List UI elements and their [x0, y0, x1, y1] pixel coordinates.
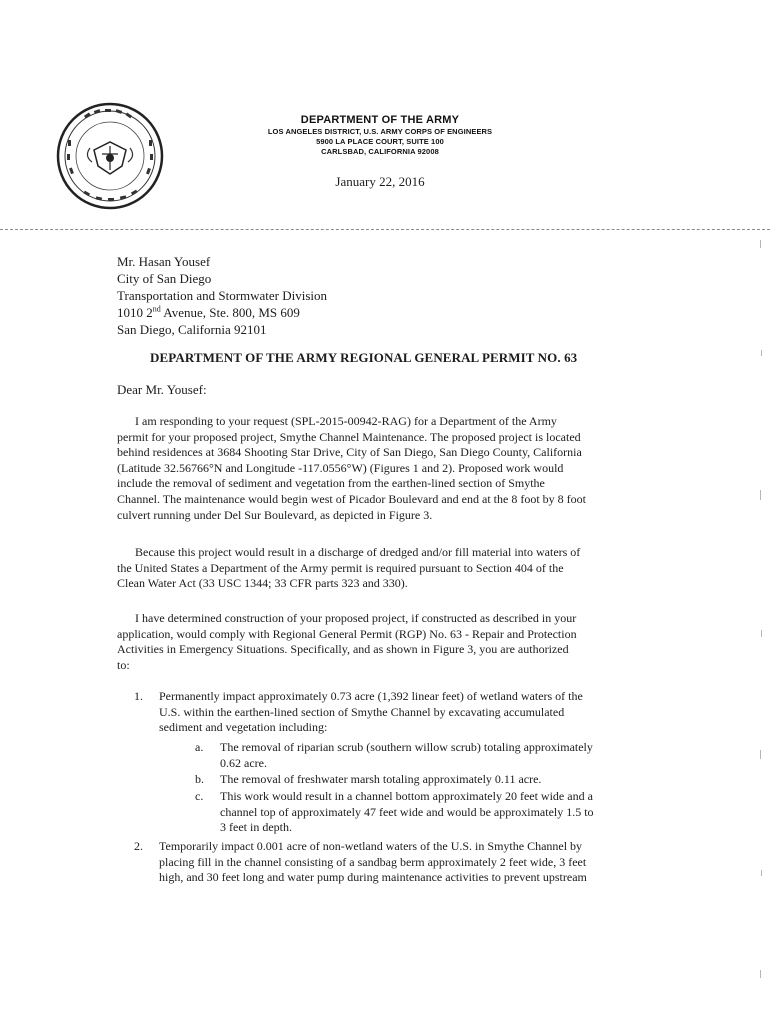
- street-rest: Avenue, Ste. 800, MS 609: [160, 305, 300, 320]
- letterhead: [200, 114, 560, 157]
- scan-margin-marks: [758, 230, 764, 1010]
- paragraph-line: Channel. The maintenance would begin west of Picador Boulevard and end at the 8 foot by 8 foot: [117, 491, 586, 506]
- army-seal-icon: [54, 100, 166, 212]
- sub-item-text: [220, 789, 594, 836]
- paragraph-line: Clean Water Act (33 USC 1344; 33 CFR parts 323 and 330).: [117, 576, 408, 591]
- list-item-line: placing fill in the channel consisting of a sandbag berm approximately 2 feet wide, 3 feet: [159, 854, 587, 869]
- sub-item-text: [220, 740, 593, 771]
- sub-item-line: 0.62 acre.: [220, 755, 267, 770]
- letter-date: January 22, 2016: [335, 174, 425, 189]
- list-item-text: [159, 689, 583, 736]
- paragraph-request: [117, 414, 641, 523]
- sub-item-letter: c.: [195, 789, 204, 803]
- letterhead-department: DEPARTMENT OF THE ARMY: [300, 114, 460, 126]
- paragraph-line: behind residences at 3684 Shooting Star Drive, City of San Diego, San Diego County, California: [117, 445, 582, 460]
- letterhead-district: LOS ANGELES DISTRICT, U.S. ARMY CORPS OF ENGINEERS: [267, 127, 493, 136]
- paragraph-line: culvert running under Del Sur Boulevard, as depicted in Figure 3.: [117, 507, 433, 522]
- list-item-line: Permanently impact approximately 0.73 acre (1,392 linear feet) of wetland waters of the: [159, 689, 583, 703]
- list-item-line: sediment and vegetation including:: [159, 720, 328, 735]
- list-item-line: high, and 30 feet long and water pump during maintenance activities to prevent upstream: [159, 870, 587, 885]
- sub-item-line: The removal of freshwater marsh totaling approximately 0.11 acre.: [220, 772, 542, 786]
- paragraph-line: (Latitude 32.56766°N and Longitude -117.0556°W) (Figures 1 and 2). Proposed work would: [117, 460, 564, 475]
- header-divider: [0, 229, 770, 230]
- street-number: 1010 2: [117, 305, 153, 320]
- recipient-division: Transportation and Stormwater Division: [117, 288, 328, 303]
- street-ordinal: nd: [152, 304, 161, 314]
- recipient-address: [117, 253, 327, 338]
- recipient-org: City of San Diego: [117, 271, 212, 286]
- sub-item-line: channel top of approximately 47 feet wide and would be approximately 1.5 to: [220, 804, 594, 819]
- permit-heading: DEPARTMENT OF THE ARMY REGIONAL GENERAL PERMIT NO. 63: [150, 350, 578, 365]
- paragraph-line: to:: [117, 657, 130, 672]
- paragraph-line: I have determined construction of your proposed project, if constructed as described in your: [135, 611, 577, 625]
- paragraph-line: include the removal of sediment and vegetation from the earthen-lined section of Smythe: [117, 476, 545, 491]
- sub-item-letter: b.: [195, 772, 204, 786]
- sub-item-line: 3 feet in depth.: [220, 820, 292, 835]
- sub-item-letter: a.: [195, 740, 204, 754]
- list-item-number: 2.: [134, 839, 143, 853]
- sub-item-text: [220, 772, 541, 788]
- paragraph-line: the United States a Department of the Army permit is required pursuant to Section 404 of the: [117, 560, 564, 575]
- recipient-city: San Diego, California 92101: [117, 322, 267, 337]
- list-item-line: Temporarily impact 0.001 acre of non-wetland waters of the U.S. in Smythe Channel by: [159, 839, 583, 853]
- paragraph-line: permit for your proposed project, Smythe Channel Maintenance. The proposed project is located: [117, 429, 581, 444]
- list-item-number: 1.: [134, 689, 143, 703]
- paragraph-line: Because this project would result in a discharge of dredged and/or fill material into waters of: [135, 545, 581, 559]
- recipient-name: Mr. Hasan Yousef: [117, 254, 211, 269]
- salutation: Dear Mr. Yousef:: [117, 382, 207, 397]
- paragraph-discharge: [117, 545, 641, 592]
- letterhead-city: CARLSBAD, CALIFORNIA 92008: [321, 147, 439, 156]
- list-item-line: U.S. within the earthen-lined section of Smythe Channel by excavating accumulated: [159, 704, 565, 719]
- paragraph-determination: [117, 611, 641, 673]
- letterhead-street: 5900 LA PLACE COURT, SUITE 100: [316, 137, 444, 146]
- paragraph-line: I am responding to your request (SPL-2015-00942-RAG) for a Department of the Army: [135, 414, 557, 428]
- list-item-text: [159, 839, 587, 886]
- paragraph-line: application, would comply with Regional General Permit (RGP) No. 63 - Repair and Protection: [117, 626, 577, 641]
- sub-item-line: The removal of riparian scrub (southern willow scrub) totaling approximately: [220, 740, 593, 754]
- paragraph-line: Activities in Emergency Situations. Specifically, and as shown in Figure 3, you are authorized: [117, 642, 569, 657]
- recipient-street: [117, 304, 327, 321]
- sub-item-line: This work would result in a channel bottom approximately 20 feet wide and a: [220, 789, 593, 803]
